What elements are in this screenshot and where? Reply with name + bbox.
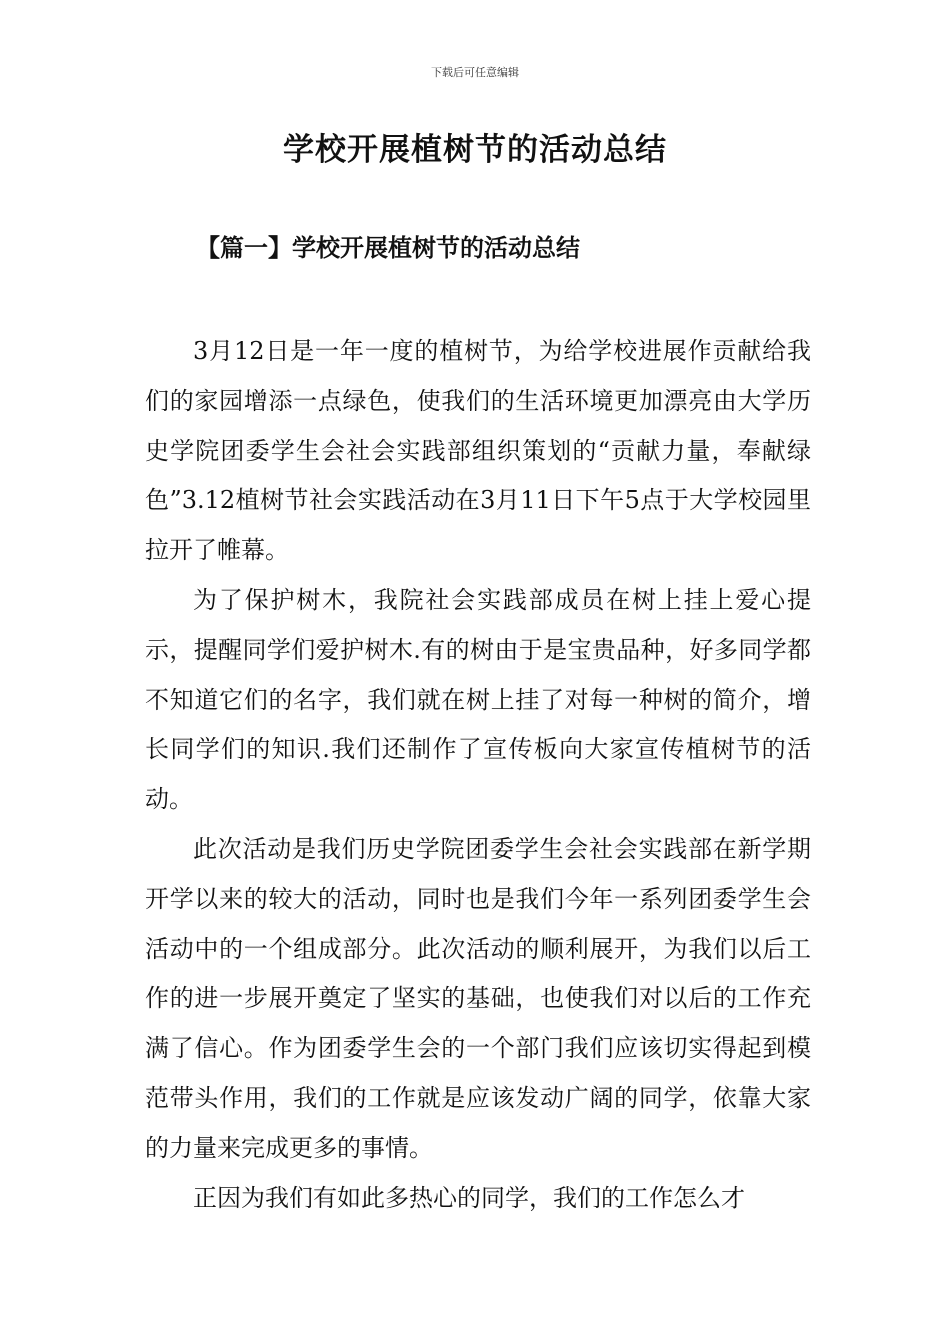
document-title: 学校开展植树节的活动总结 — [283, 132, 667, 168]
section-heading: 【篇一】学校开展植树节的活动总结 — [196, 233, 580, 262]
page-header-note: 下载后可任意编辑 — [431, 66, 519, 79]
paragraph: 正因为我们有如此多热心的同学，我们的工作怎么才 — [193, 1183, 745, 1212]
paragraph: 3月12日是一年一度的植树节，为给学校进展作贡献给我们的家园增添一点绿色，使我们的生活环境更加漂亮由大学历史学院团委学生会社会实践部组织策划的“贡献力量，奉献绿色”3.12植树节社会实践活动在3月11日下午5点于大学校园里拉开了帷幕。 — [145, 337, 811, 565]
paragraph: 此次活动是我们历史学院团委学生会社会实践部在新学期开学以来的较大的活动，同时也是我们今年一系列团委学生会活动中的一个组成部分。此次活动的顺利展开，为我们以后工作的进一步展开奠定了坚实的基础，也使我们对以后的工作充满了信心。作为团委学生会的一个部门我们应该切实得起到模范带头作用，我们的工作就是应该发动广阔的同学，依靠大家的力量来完成更多的事情。 — [145, 834, 811, 1162]
paragraph: 为了保护树木，我院社会实践部成员在树上挂上爱心提示，提醒同学们爱护树木.有的树由于是宝贵品种，好多同学都不知道它们的名字，我们就在树上挂了对每一种树的简介，增长同学们的知识.我们还制作了宣传板向大家宣传植树节的活动。 — [145, 585, 811, 814]
document-body — [145, 327, 811, 1223]
